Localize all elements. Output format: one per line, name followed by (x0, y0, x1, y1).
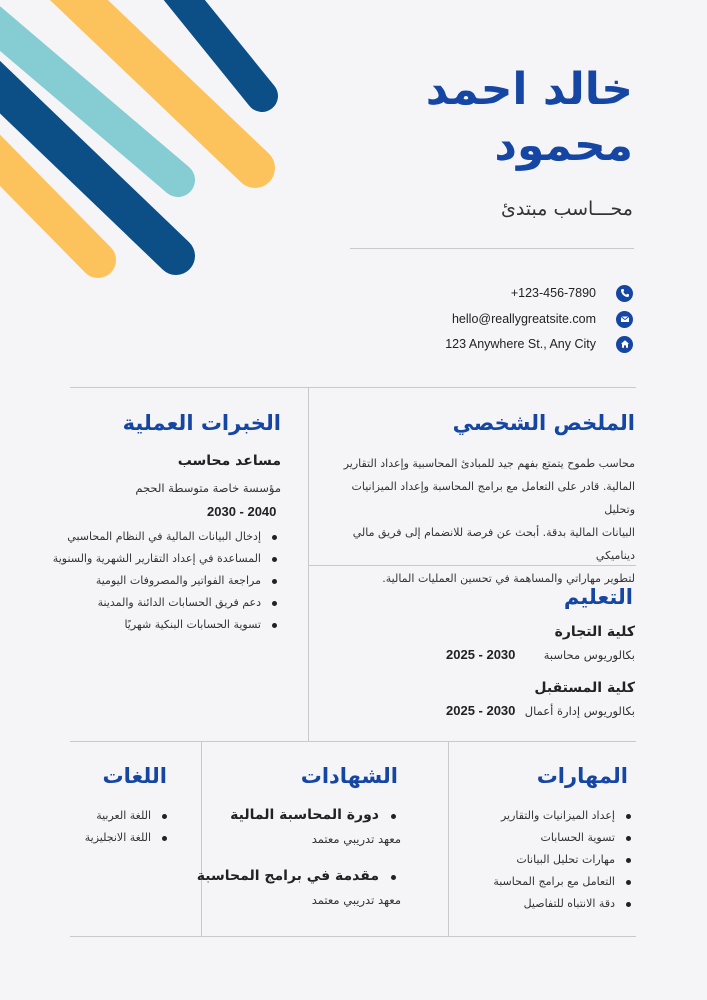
degree: بكالوريوس محاسبة (543, 648, 635, 662)
experience-years: 2030 - 2040 (207, 504, 277, 519)
list-item: مهارات تحليل البيانات (465, 849, 635, 871)
job-title: مساعد محاسب (177, 453, 281, 469)
home-icon (616, 336, 633, 353)
list-item: تسوية الحسابات (465, 827, 635, 849)
list-item: تسوية الحسابات البنكية شهريًا (61, 614, 281, 636)
divider-column (308, 387, 309, 741)
list-item: المساعدة في إعداد التقارير الشهرية والسنوية (61, 548, 281, 570)
summary-title: الملخص الشخصي (452, 411, 635, 435)
phone-icon (616, 285, 633, 302)
education-years: 2025 - 2030 (446, 647, 516, 662)
list-item: دعم فريق الحسابات الدائنة والمدينة (61, 592, 281, 614)
address-text: 123 Anywhere St., Any City (445, 337, 596, 351)
phone-text: +123-456-7890 (510, 286, 596, 300)
contact-phone (313, 283, 633, 303)
list-item: إدخال البيانات المالية في النظام المحاسبي (61, 526, 281, 548)
divider-middle (70, 741, 636, 742)
school-name: كلية التجارة (554, 624, 635, 640)
list-item: اللغة الانجليزية (61, 827, 171, 849)
name-line-1: خالد احمد (425, 64, 633, 115)
certificate-item (211, 807, 401, 846)
certificate-issuer: معهد تدريبي معتمد (311, 832, 401, 846)
certificate-name: مقدمة في برامج المحاسبة (211, 868, 401, 884)
divider-skills (448, 741, 449, 937)
list-item: اللغة العربية (61, 805, 171, 827)
header-divider (350, 248, 634, 249)
list-item: التعامل مع برامج المحاسبة (465, 871, 635, 893)
summary-line: محاسب طموح يتمتع بفهم جيد للمبادئ المحاسبية وإعداد التقارير (343, 457, 635, 470)
summary-line: المالية. قادر على التعامل مع برامج المحاسبة وإعداد الميزانيات وتحليل (351, 480, 635, 516)
contact-address (313, 334, 633, 354)
email-text: hello@reallygreatsite.com (451, 312, 596, 326)
summary-text (335, 452, 635, 590)
certificate-item (196, 868, 401, 907)
candidate-name (303, 62, 633, 174)
skills-list (465, 805, 635, 915)
company-name: مؤسسة خاصة متوسطة الحجم (135, 481, 281, 495)
summary-line: لتطوير مهاراتي والمساهمة في تحسين العمليات المالية. (382, 572, 635, 585)
education-title: التعليم (563, 585, 633, 609)
education-years: 2025 - 2030 (446, 703, 516, 718)
certificates-title: الشهادات (300, 764, 398, 788)
languages-title: اللغات (102, 764, 167, 788)
name-line-2: محمود (494, 120, 633, 171)
school-name: كلية المستقبل (534, 680, 635, 696)
job-role: محـــاسب مبتدئ (500, 198, 633, 220)
list-item: مراجعة الفواتير والمصروفات اليومية (61, 570, 281, 592)
list-item: إعداد الميزانيات والتقارير (465, 805, 635, 827)
experience-list (52, 526, 281, 636)
certificate-issuer: معهد تدريبي معتمد (311, 893, 401, 907)
skills-title: المهارات (536, 764, 628, 788)
degree: بكالوريوس إدارة أعمال (524, 704, 635, 718)
summary-line: البيانات المالية بدقة. أبحث عن فرصة للانضمام إلى فريق مالي ديناميكي (352, 526, 635, 562)
decorative-stripes (0, 0, 290, 290)
certificate-name: دورة المحاسبة المالية (211, 807, 401, 823)
divider-bottom (70, 936, 636, 937)
languages-list (61, 805, 171, 849)
list-item: دقة الانتباه للتفاصيل (465, 893, 635, 915)
divider-top (70, 387, 636, 388)
divider-languages (201, 741, 202, 937)
contact-email (313, 309, 633, 329)
experience-title: الخبرات العملية (122, 411, 281, 435)
email-icon (616, 311, 633, 328)
